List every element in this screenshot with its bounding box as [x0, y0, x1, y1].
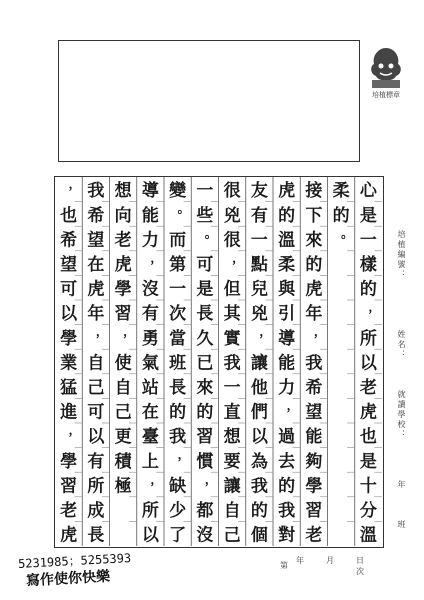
handwritten-char: 己: [114, 402, 132, 423]
handwritten-char: 都: [196, 500, 214, 521]
handwritten-char: 兇: [223, 205, 241, 226]
handwritten-char: 站: [141, 377, 159, 398]
handwritten-char: 以: [250, 427, 268, 448]
handwritten-char: 些: [196, 205, 214, 226]
handwritten-char: ，: [232, 250, 245, 265]
handwritten-char: 點: [250, 254, 268, 275]
handwritten-char: 自: [114, 377, 132, 398]
handwritten-char: 向: [114, 205, 132, 226]
handwritten-char: 成: [87, 500, 105, 521]
handwritten-char: 長: [196, 304, 214, 325]
handwritten-char: 習: [305, 500, 323, 521]
handwritten-char: 缺: [169, 476, 187, 497]
handwritten-char: 上: [141, 451, 159, 472]
handwritten-char: 有: [250, 205, 268, 226]
handwritten-char: 在: [141, 402, 159, 423]
handwritten-char: 以: [60, 304, 78, 325]
handwritten-char: ，: [68, 423, 81, 438]
handwritten-char: 心: [359, 181, 377, 202]
handwritten-char: 望: [60, 254, 78, 275]
handwritten-char: ，: [177, 447, 190, 462]
handwritten-char: 學: [305, 476, 323, 497]
handwritten-char: 對: [278, 525, 296, 546]
handwritten-char: 很: [223, 181, 241, 202]
handwritten-char: 勇: [141, 328, 159, 349]
handwritten-char: 可: [60, 279, 78, 300]
handwritten-char: 的: [359, 279, 377, 300]
handwritten-char: 所: [87, 476, 105, 497]
handwritten-char: 望: [305, 402, 323, 423]
handwritten-char: 猛: [60, 377, 78, 398]
handwritten-char: 。: [204, 226, 217, 241]
handwritten-char: 讓: [250, 353, 268, 374]
handwritten-char: 學: [114, 279, 132, 300]
count-label: 次: [356, 567, 364, 576]
handwritten-char: 來: [305, 230, 323, 251]
teacher-comment-box: [58, 40, 360, 162]
handwritten-char: 我: [305, 353, 323, 374]
handwritten-char: 接: [305, 181, 323, 202]
cultivation-logo: [364, 44, 408, 96]
handwritten-char: 自: [223, 500, 241, 521]
handwritten-char: 進: [60, 402, 78, 423]
handwritten-char: 但: [223, 279, 241, 300]
handwritten-char: 一: [359, 230, 377, 251]
handwritten-char: 所: [141, 500, 159, 521]
handwritten-char: 引: [278, 304, 296, 325]
handwritten-char: 十: [359, 476, 377, 497]
handwritten-char: ，: [68, 177, 81, 192]
handwritten-char: 己: [87, 377, 105, 398]
handwritten-char: ，: [150, 250, 163, 265]
handwritten-char: 。: [177, 201, 190, 216]
handwritten-char: 次: [169, 304, 187, 325]
name-label: 姓名：: [397, 330, 406, 360]
handwritten-char: 已: [196, 353, 214, 374]
handwritten-char: 業: [60, 353, 78, 374]
handwritten-char: 柔: [278, 254, 296, 275]
handwritten-char: 的: [250, 500, 268, 521]
handwritten-char: 在: [87, 254, 105, 275]
handwritten-char: 年: [87, 304, 105, 325]
org-label: 培植編號：: [397, 230, 406, 280]
handwritten-char: 去: [278, 451, 296, 472]
handwritten-char: 兇: [250, 304, 268, 325]
logo-caption: 培植標章: [372, 91, 400, 99]
handwritten-char: 的: [196, 402, 214, 423]
handwritten-char: 長: [169, 377, 187, 398]
handwritten-char: 習: [114, 304, 132, 325]
handwritten-char: 而: [169, 230, 187, 251]
tree-mascot-icon: [364, 44, 408, 92]
writing-grid: [55, 177, 382, 546]
handwritten-char: 我: [278, 500, 296, 521]
handwritten-char: 的: [169, 402, 187, 423]
handwritten-char: ，: [286, 398, 299, 413]
handwritten-char: 一: [169, 279, 187, 300]
handwritten-char: 能: [278, 353, 296, 374]
handwritten-char: 與: [278, 279, 296, 300]
handwritten-char: 希: [60, 230, 78, 251]
handwritten-char: 直: [223, 402, 241, 423]
handwritten-char: 積: [114, 451, 132, 472]
handwritten-char: 以: [87, 427, 105, 448]
year-label: 年: [296, 556, 304, 565]
handwritten-char: 少: [169, 500, 187, 521]
handwritten-char: 想: [223, 427, 241, 448]
handwritten-char: 我: [87, 181, 105, 202]
handwritten-char: 了: [169, 525, 187, 546]
handwritten-char: 班: [169, 353, 187, 374]
handwritten-char: 讓: [223, 476, 241, 497]
handwritten-char: 學: [60, 328, 78, 349]
handwritten-char: 導: [278, 328, 296, 349]
handwritten-char: 望: [87, 230, 105, 251]
handwritten-char: 兒: [250, 279, 268, 300]
handwritten-char: 夠: [305, 451, 323, 472]
handwritten-char: ，: [150, 472, 163, 487]
handwritten-char: 也: [359, 427, 377, 448]
handwritten-char: 一: [250, 230, 268, 251]
handwritten-char: 沒: [141, 279, 159, 300]
handwritten-char: ，: [259, 324, 272, 339]
handwritten-char: 也: [60, 205, 78, 226]
handwritten-char: 長: [87, 525, 105, 546]
handwritten-char: 更: [114, 427, 132, 448]
handwritten-char: 他: [250, 377, 268, 398]
handwritten-char: ，: [204, 472, 217, 487]
grade-label: 年: [397, 480, 406, 490]
handwritten-char: 我: [223, 353, 241, 374]
handwritten-char: 虎: [87, 279, 105, 300]
handwritten-char: 使: [114, 353, 132, 374]
handwritten-char: 個: [250, 525, 268, 546]
handwritten-char: 溫: [359, 525, 377, 546]
class-label: 班: [397, 520, 406, 530]
handwritten-char: 學: [60, 451, 78, 472]
page-prefix: 第: [280, 561, 288, 570]
handwritten-char: 的: [332, 205, 350, 226]
handwritten-char: 老: [60, 500, 78, 521]
handwritten-char: 我: [250, 476, 268, 497]
handwritten-char: 能: [141, 205, 159, 226]
handwritten-char: 有: [87, 451, 105, 472]
handwritten-char: 能: [305, 427, 323, 448]
handwritten-char: 導: [141, 181, 159, 202]
handwritten-char: 。: [341, 226, 354, 241]
handwritten-char: 臺: [141, 427, 159, 448]
handwritten-char: 第: [169, 254, 187, 275]
handwritten-char: 的: [305, 254, 323, 275]
handwritten-char: 柔: [332, 181, 350, 202]
handwritten-char: 虎: [359, 402, 377, 423]
handwritten-char: 是: [196, 279, 214, 300]
handwritten-text: [59, 177, 380, 546]
handwritten-char: 習: [196, 427, 214, 448]
handwritten-char: ，: [313, 324, 326, 339]
handwritten-char: 要: [223, 451, 241, 472]
handwritten-char: 可: [87, 402, 105, 423]
handwritten-char: 所: [359, 328, 377, 349]
handwritten-char: 己: [223, 525, 241, 546]
handwritten-char: 我: [169, 427, 187, 448]
month-label: 月: [326, 556, 334, 565]
handwritten-char: 希: [305, 377, 323, 398]
handwritten-char: 很: [223, 230, 241, 251]
handwritten-char: 有: [141, 304, 159, 325]
handwritten-char: 想: [114, 181, 132, 202]
handwritten-char: 們: [250, 402, 268, 423]
handwritten-char: 過: [278, 427, 296, 448]
day-label: 日: [356, 556, 364, 565]
student-info-labels: [388, 230, 418, 560]
handwritten-char: 其: [223, 304, 241, 325]
handwritten-char: 力: [278, 377, 296, 398]
handwritten-char: 可: [196, 254, 214, 275]
writing-grid-frame: [54, 176, 384, 548]
handwritten-char: 老: [359, 377, 377, 398]
handwritten-char: 久: [196, 328, 214, 349]
handwritten-char: 實: [223, 328, 241, 349]
handwritten-char: 的: [278, 205, 296, 226]
handwritten-char: 分: [359, 500, 377, 521]
handwritten-char: 虎: [278, 181, 296, 202]
handwritten-char: 變: [169, 181, 187, 202]
handwritten-char: ，: [95, 324, 108, 339]
handwritten-char: 是: [359, 205, 377, 226]
handwritten-char: 一: [223, 377, 241, 398]
handwritten-char: 極: [114, 476, 132, 497]
handwritten-char: 是: [359, 451, 377, 472]
handwritten-char: 虎: [305, 279, 323, 300]
school-label: 就讀學校：: [397, 390, 406, 440]
handwritten-char: 氣: [141, 353, 159, 374]
handwritten-char: 年: [305, 304, 323, 325]
handwritten-char: 自: [87, 353, 105, 374]
handwritten-char: 老: [305, 525, 323, 546]
handwritten-char: 習: [60, 476, 78, 497]
handwritten-char: 下: [305, 205, 323, 226]
handwritten-char: 希: [87, 205, 105, 226]
handwritten-char: 來: [196, 377, 214, 398]
handwritten-char: 為: [250, 451, 268, 472]
handwritten-char: 虎: [60, 525, 78, 546]
handwritten-char: 溫: [278, 230, 296, 251]
handwritten-char: 老: [114, 230, 132, 251]
handwritten-char: 的: [278, 476, 296, 497]
handwritten-char: 樣: [359, 254, 377, 275]
student-id-numbers: 5231985；5255393: [17, 551, 132, 571]
handwritten-char: 虎: [114, 254, 132, 275]
handwritten-char: 沒: [196, 525, 214, 546]
footer-slogan: 寫作使你快樂: [25, 568, 111, 590]
handwritten-char: ，: [368, 300, 381, 315]
handwritten-char: 當: [169, 328, 187, 349]
handwritten-char: 友: [250, 181, 268, 202]
handwritten-char: 慣: [196, 451, 214, 472]
handwritten-char: 以: [141, 525, 159, 546]
handwritten-char: 力: [141, 230, 159, 251]
handwritten-char: 以: [359, 353, 377, 374]
handwritten-char: ，: [123, 324, 136, 339]
handwritten-char: 一: [196, 181, 214, 202]
